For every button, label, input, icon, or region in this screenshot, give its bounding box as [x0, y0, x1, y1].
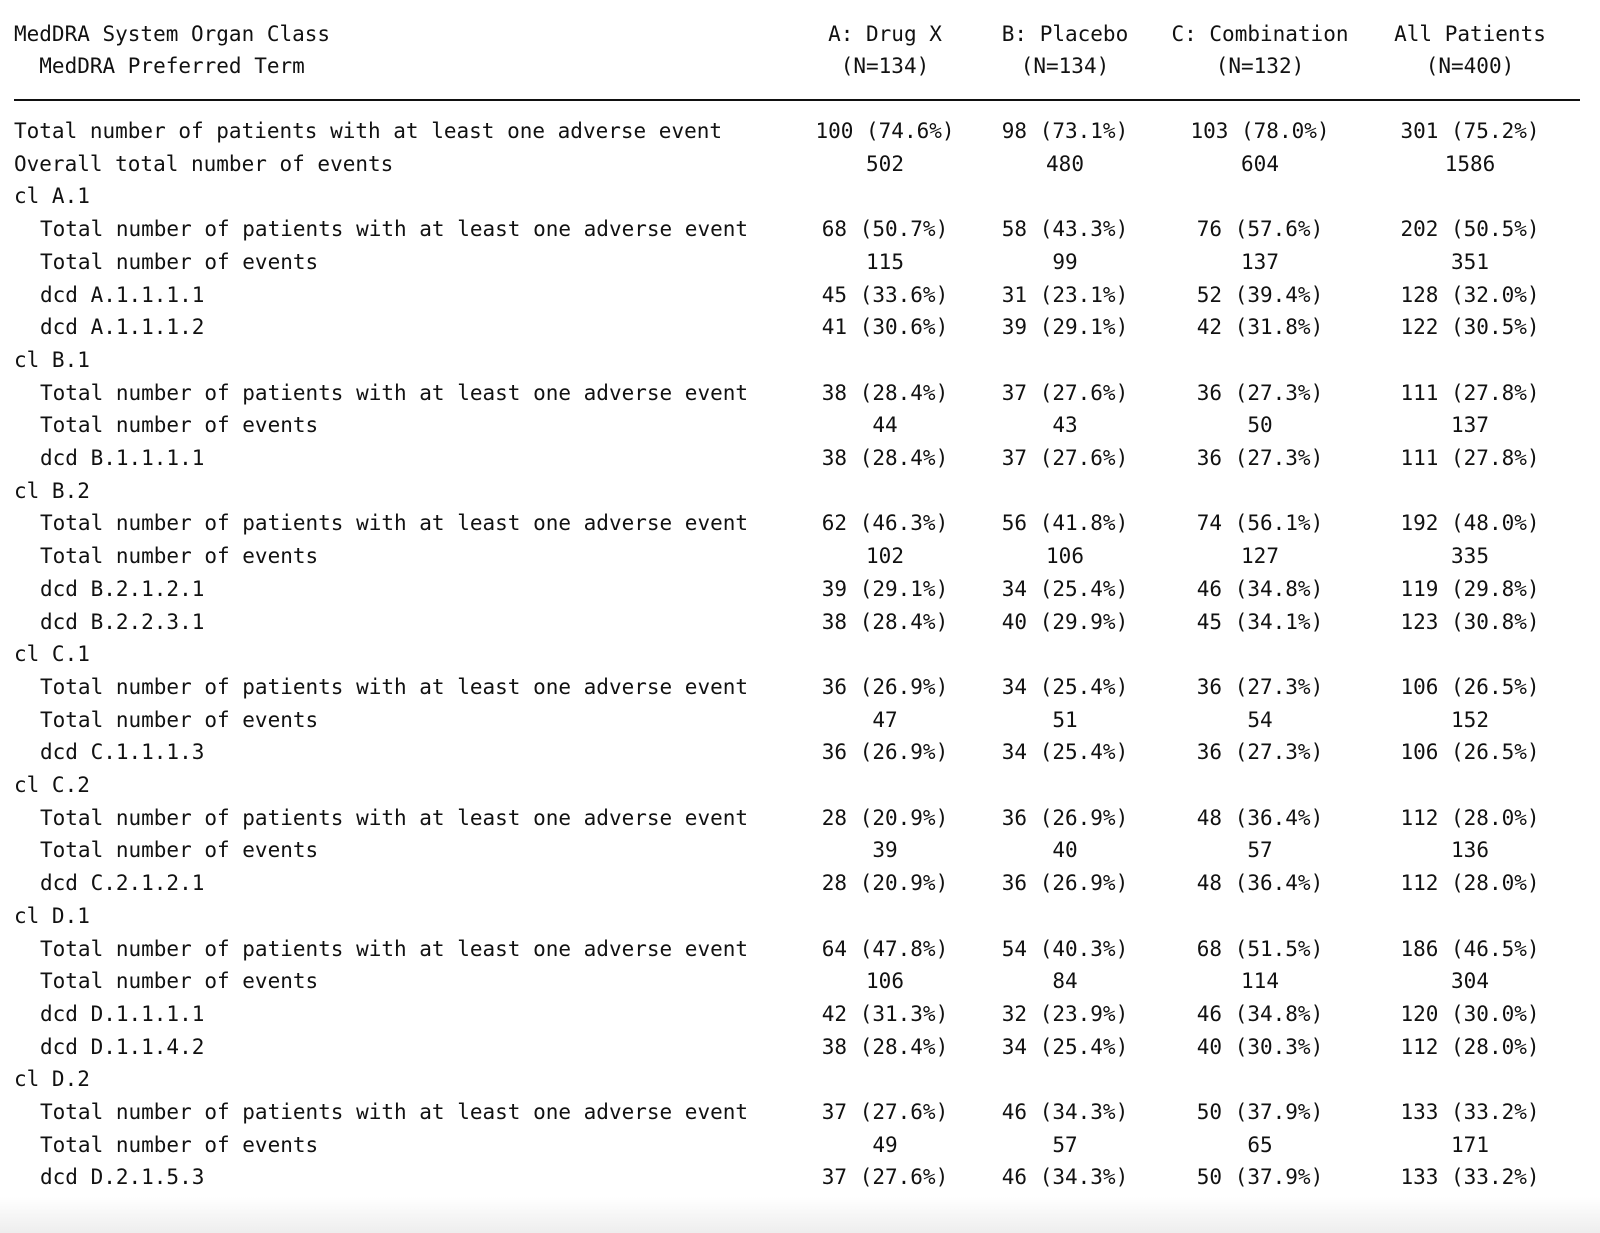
- cell-all-patients: 111 (27.8%): [1400, 446, 1540, 470]
- cell-drug-x: 38 (28.4%): [821, 380, 949, 405]
- row-label-primary: cl D.1: [14, 903, 90, 928]
- cell-all-patients: 152: [1451, 707, 1489, 732]
- table-row: [0, 606, 1600, 639]
- cell-drug-x: 38 (28.4%): [821, 609, 949, 634]
- cell-placebo: 36 (26.9%): [1001, 871, 1129, 896]
- table-row: [0, 638, 1600, 671]
- cell-all-patients: 106 (26.5%): [1400, 674, 1540, 699]
- cell-all-patients: 106 (26.5%): [1400, 740, 1540, 765]
- row-label: dcd D.1.1.4.2: [40, 1034, 205, 1059]
- cell-drug-x: 106: [866, 969, 904, 994]
- header-arm-b-n: (N=134): [1020, 54, 1110, 78]
- table-row: [0, 573, 1600, 606]
- table-row: [0, 1031, 1600, 1064]
- cell-combination: 36 (27.3%): [1196, 740, 1324, 765]
- header-all-patients: All Patients: [1394, 22, 1546, 46]
- cell-placebo: 37 (27.6%): [1001, 380, 1129, 405]
- header-soc-label: MedDRA System Organ Class: [14, 22, 331, 46]
- cell-drug-x: 37 (27.6%): [821, 1165, 949, 1190]
- row-label: Total number of patients with at least one adverse event: [40, 380, 749, 405]
- table-row: [0, 409, 1600, 442]
- table-row: [0, 344, 1600, 377]
- cell-all-patients: 133 (33.2%): [1400, 1165, 1540, 1190]
- cell-placebo: 34 (25.4%): [1001, 576, 1129, 601]
- cell-placebo: 34 (25.4%): [1001, 1034, 1129, 1059]
- cell-drug-x: 37 (27.6%): [821, 1100, 949, 1124]
- cell-all-patients: 335: [1451, 544, 1489, 569]
- header-divider: [14, 99, 1580, 101]
- table-row: [0, 769, 1600, 802]
- header-row-1: [0, 18, 1600, 51]
- cell-placebo: 39 (29.1%): [1001, 315, 1129, 340]
- row-label: Total number of events: [40, 1132, 319, 1157]
- table-row: [0, 377, 1600, 410]
- cell-combination: 50 (37.9%): [1196, 1100, 1324, 1124]
- row-label: dcd D.1.1.1.1: [40, 1001, 205, 1026]
- row-label-primary: cl C.1: [14, 642, 90, 667]
- cell-all-patients: 301 (75.2%): [1400, 119, 1540, 143]
- cell-placebo: 43: [1052, 413, 1078, 438]
- cell-combination: 65: [1247, 1132, 1273, 1157]
- header-arm-c: C: Combination: [1171, 22, 1349, 46]
- row-label: Total number of patients with at least one adverse event: [40, 936, 749, 961]
- cell-placebo: 32 (23.9%): [1001, 1001, 1129, 1026]
- row-label: Total number of events: [40, 838, 319, 863]
- cell-all-patients: 133 (33.2%): [1400, 1100, 1540, 1124]
- row-label: Total number of patients with at least one adverse event: [40, 674, 749, 699]
- row-label-primary: Overall total number of events: [14, 151, 394, 176]
- cell-placebo: 480: [1046, 151, 1084, 176]
- cell-placebo: 40 (29.9%): [1001, 609, 1129, 634]
- cell-all-patients: 120 (30.0%): [1400, 1001, 1540, 1026]
- cell-drug-x: 68 (50.7%): [821, 217, 949, 242]
- cell-drug-x: 102: [866, 544, 904, 569]
- cell-placebo: 34 (25.4%): [1001, 674, 1129, 699]
- cell-drug-x: 39 (29.1%): [821, 576, 949, 601]
- cell-drug-x: 39: [872, 838, 898, 863]
- row-label: dcd C.1.1.1.3: [40, 740, 205, 765]
- table-header: [0, 18, 1600, 88]
- header-pt-label: MedDRA Preferred Term: [14, 54, 305, 78]
- table-row: [0, 475, 1600, 508]
- row-label: Total number of events: [40, 249, 319, 274]
- row-label: dcd A.1.1.1.1: [40, 282, 205, 307]
- cell-combination: 36 (27.3%): [1196, 380, 1324, 405]
- cell-combination: 50 (37.9%): [1196, 1165, 1324, 1190]
- cell-drug-x: 41 (30.6%): [821, 315, 949, 340]
- row-label-primary: cl A.1: [14, 184, 90, 209]
- cell-drug-x: 44: [872, 413, 898, 438]
- bottom-shadow: [0, 1197, 1600, 1233]
- table-row: [0, 671, 1600, 704]
- cell-drug-x: 47: [872, 707, 898, 732]
- table-row: [0, 1063, 1600, 1096]
- table-row: [0, 115, 1600, 148]
- row-label: dcd C.2.1.2.1: [40, 871, 205, 896]
- cell-all-patients: 112 (28.0%): [1400, 1034, 1540, 1059]
- cell-combination: 46 (34.8%): [1196, 576, 1324, 601]
- cell-combination: 76 (57.6%): [1196, 217, 1324, 242]
- cell-placebo: 34 (25.4%): [1001, 740, 1129, 765]
- cell-combination: 604: [1241, 151, 1279, 176]
- table-row: [0, 900, 1600, 933]
- header-arm-a-n: (N=134): [840, 54, 930, 78]
- table-row: [0, 1096, 1600, 1129]
- table-row: [0, 442, 1600, 475]
- row-label: Total number of patients with at least one adverse event: [40, 1100, 749, 1124]
- row-label: Total number of events: [40, 707, 319, 732]
- table-row: [0, 148, 1600, 181]
- row-label: Total number of patients with at least one adverse event: [40, 805, 749, 830]
- table-row: [0, 213, 1600, 246]
- table-row: [0, 279, 1600, 312]
- cell-drug-x: 62 (46.3%): [821, 511, 949, 536]
- cell-placebo: 99: [1052, 249, 1078, 274]
- table-row: [0, 965, 1600, 998]
- cell-all-patients: 136: [1451, 838, 1489, 863]
- cell-drug-x: 38 (28.4%): [821, 1034, 949, 1059]
- cell-all-patients: 112 (28.0%): [1400, 805, 1540, 830]
- row-label: dcd B.2.2.3.1: [40, 609, 205, 634]
- cell-combination: 74 (56.1%): [1196, 511, 1324, 536]
- cell-drug-x: 64 (47.8%): [821, 936, 949, 961]
- cell-all-patients: 202 (50.5%): [1400, 217, 1540, 242]
- cell-combination: 36 (27.3%): [1196, 674, 1324, 699]
- cell-combination: 48 (36.4%): [1196, 871, 1324, 896]
- cell-all-patients: 304: [1451, 969, 1489, 994]
- table-row: [0, 802, 1600, 835]
- cell-all-patients: 122 (30.5%): [1400, 315, 1540, 340]
- header-all-patients-n: (N=400): [1425, 54, 1515, 78]
- cell-all-patients: 123 (30.8%): [1400, 609, 1540, 634]
- table-row: [0, 736, 1600, 769]
- table-row: [0, 704, 1600, 737]
- cell-drug-x: 100 (74.6%): [815, 119, 955, 143]
- row-label: dcd B.1.1.1.1: [40, 446, 205, 470]
- table-row: [0, 180, 1600, 213]
- cell-placebo: 46 (34.3%): [1001, 1100, 1129, 1124]
- cell-placebo: 106: [1046, 544, 1084, 569]
- cell-combination: 114: [1241, 969, 1279, 994]
- cell-all-patients: 186 (46.5%): [1400, 936, 1540, 961]
- cell-combination: 45 (34.1%): [1196, 609, 1324, 634]
- row-label: Total number of patients with at least one adverse event: [40, 217, 749, 242]
- cell-placebo: 54 (40.3%): [1001, 936, 1129, 961]
- cell-drug-x: 49: [872, 1132, 898, 1157]
- cell-all-patients: 128 (32.0%): [1400, 282, 1540, 307]
- cell-all-patients: 171: [1451, 1132, 1489, 1157]
- cell-all-patients: 112 (28.0%): [1400, 871, 1540, 896]
- cell-placebo: 98 (73.1%): [1001, 119, 1129, 143]
- header-row-2: [0, 50, 1600, 83]
- cell-combination: 36 (27.3%): [1196, 446, 1324, 470]
- cell-drug-x: 36 (26.9%): [821, 674, 949, 699]
- table-row: [0, 998, 1600, 1031]
- cell-all-patients: 351: [1451, 249, 1489, 274]
- row-label: Total number of events: [40, 413, 319, 438]
- cell-combination: 40 (30.3%): [1196, 1034, 1324, 1059]
- cell-placebo: 36 (26.9%): [1001, 805, 1129, 830]
- cell-combination: 137: [1241, 249, 1279, 274]
- cell-placebo: 58 (43.3%): [1001, 217, 1129, 242]
- cell-combination: 42 (31.8%): [1196, 315, 1324, 340]
- cell-all-patients: 111 (27.8%): [1400, 380, 1540, 405]
- table-row: [0, 1129, 1600, 1162]
- row-label-primary: Total number of patients with at least one adverse event: [14, 119, 723, 143]
- cell-drug-x: 38 (28.4%): [821, 446, 949, 470]
- cell-placebo: 84: [1052, 969, 1078, 994]
- row-label: Total number of patients with at least one adverse event: [40, 511, 749, 536]
- row-label: Total number of events: [40, 544, 319, 569]
- cell-all-patients: 1586: [1444, 151, 1496, 176]
- table-row: [0, 540, 1600, 573]
- cell-combination: 68 (51.5%): [1196, 936, 1324, 961]
- cell-combination: 46 (34.8%): [1196, 1001, 1324, 1026]
- row-label-primary: cl B.1: [14, 347, 90, 372]
- table-row: [0, 246, 1600, 279]
- row-label-primary: cl D.2: [14, 1067, 90, 1092]
- table-row: [0, 867, 1600, 900]
- table-row: [0, 311, 1600, 344]
- table-row: [0, 507, 1600, 540]
- row-label-primary: cl B.2: [14, 478, 90, 503]
- cell-all-patients: 137: [1451, 413, 1489, 438]
- header-arm-b: B: Placebo: [1001, 22, 1129, 46]
- cell-drug-x: 115: [866, 249, 904, 274]
- cell-drug-x: 45 (33.6%): [821, 282, 949, 307]
- cell-drug-x: 502: [866, 151, 904, 176]
- header-arm-a: A: Drug X: [828, 22, 942, 46]
- table-row: [0, 933, 1600, 966]
- cell-drug-x: 36 (26.9%): [821, 740, 949, 765]
- cell-placebo: 37 (27.6%): [1001, 446, 1129, 470]
- cell-drug-x: 28 (20.9%): [821, 805, 949, 830]
- row-label-primary: cl C.2: [14, 773, 90, 797]
- cell-all-patients: 119 (29.8%): [1400, 576, 1540, 601]
- row-label: dcd B.2.1.2.1: [40, 576, 205, 601]
- cell-placebo: 31 (23.1%): [1001, 282, 1129, 307]
- cell-combination: 103 (78.0%): [1190, 119, 1330, 143]
- cell-combination: 50: [1247, 413, 1273, 438]
- cell-placebo: 56 (41.8%): [1001, 511, 1129, 536]
- header-arm-c-n: (N=132): [1215, 54, 1305, 78]
- table-row: [0, 1161, 1600, 1194]
- cell-combination: 52 (39.4%): [1196, 282, 1324, 307]
- row-label: dcd A.1.1.1.2: [40, 315, 205, 340]
- cell-combination: 57: [1247, 838, 1273, 863]
- cell-combination: 48 (36.4%): [1196, 805, 1324, 830]
- cell-drug-x: 42 (31.3%): [821, 1001, 949, 1026]
- cell-combination: 54: [1247, 707, 1273, 732]
- cell-combination: 127: [1241, 544, 1279, 569]
- cell-placebo: 46 (34.3%): [1001, 1165, 1129, 1190]
- table-row: [0, 834, 1600, 867]
- cell-placebo: 40: [1052, 838, 1078, 863]
- cell-placebo: 51: [1052, 707, 1078, 732]
- cell-placebo: 57: [1052, 1132, 1078, 1157]
- cell-all-patients: 192 (48.0%): [1400, 511, 1540, 536]
- row-label: Total number of events: [40, 969, 319, 994]
- row-label: dcd D.2.1.5.3: [40, 1165, 205, 1190]
- cell-drug-x: 28 (20.9%): [821, 871, 949, 896]
